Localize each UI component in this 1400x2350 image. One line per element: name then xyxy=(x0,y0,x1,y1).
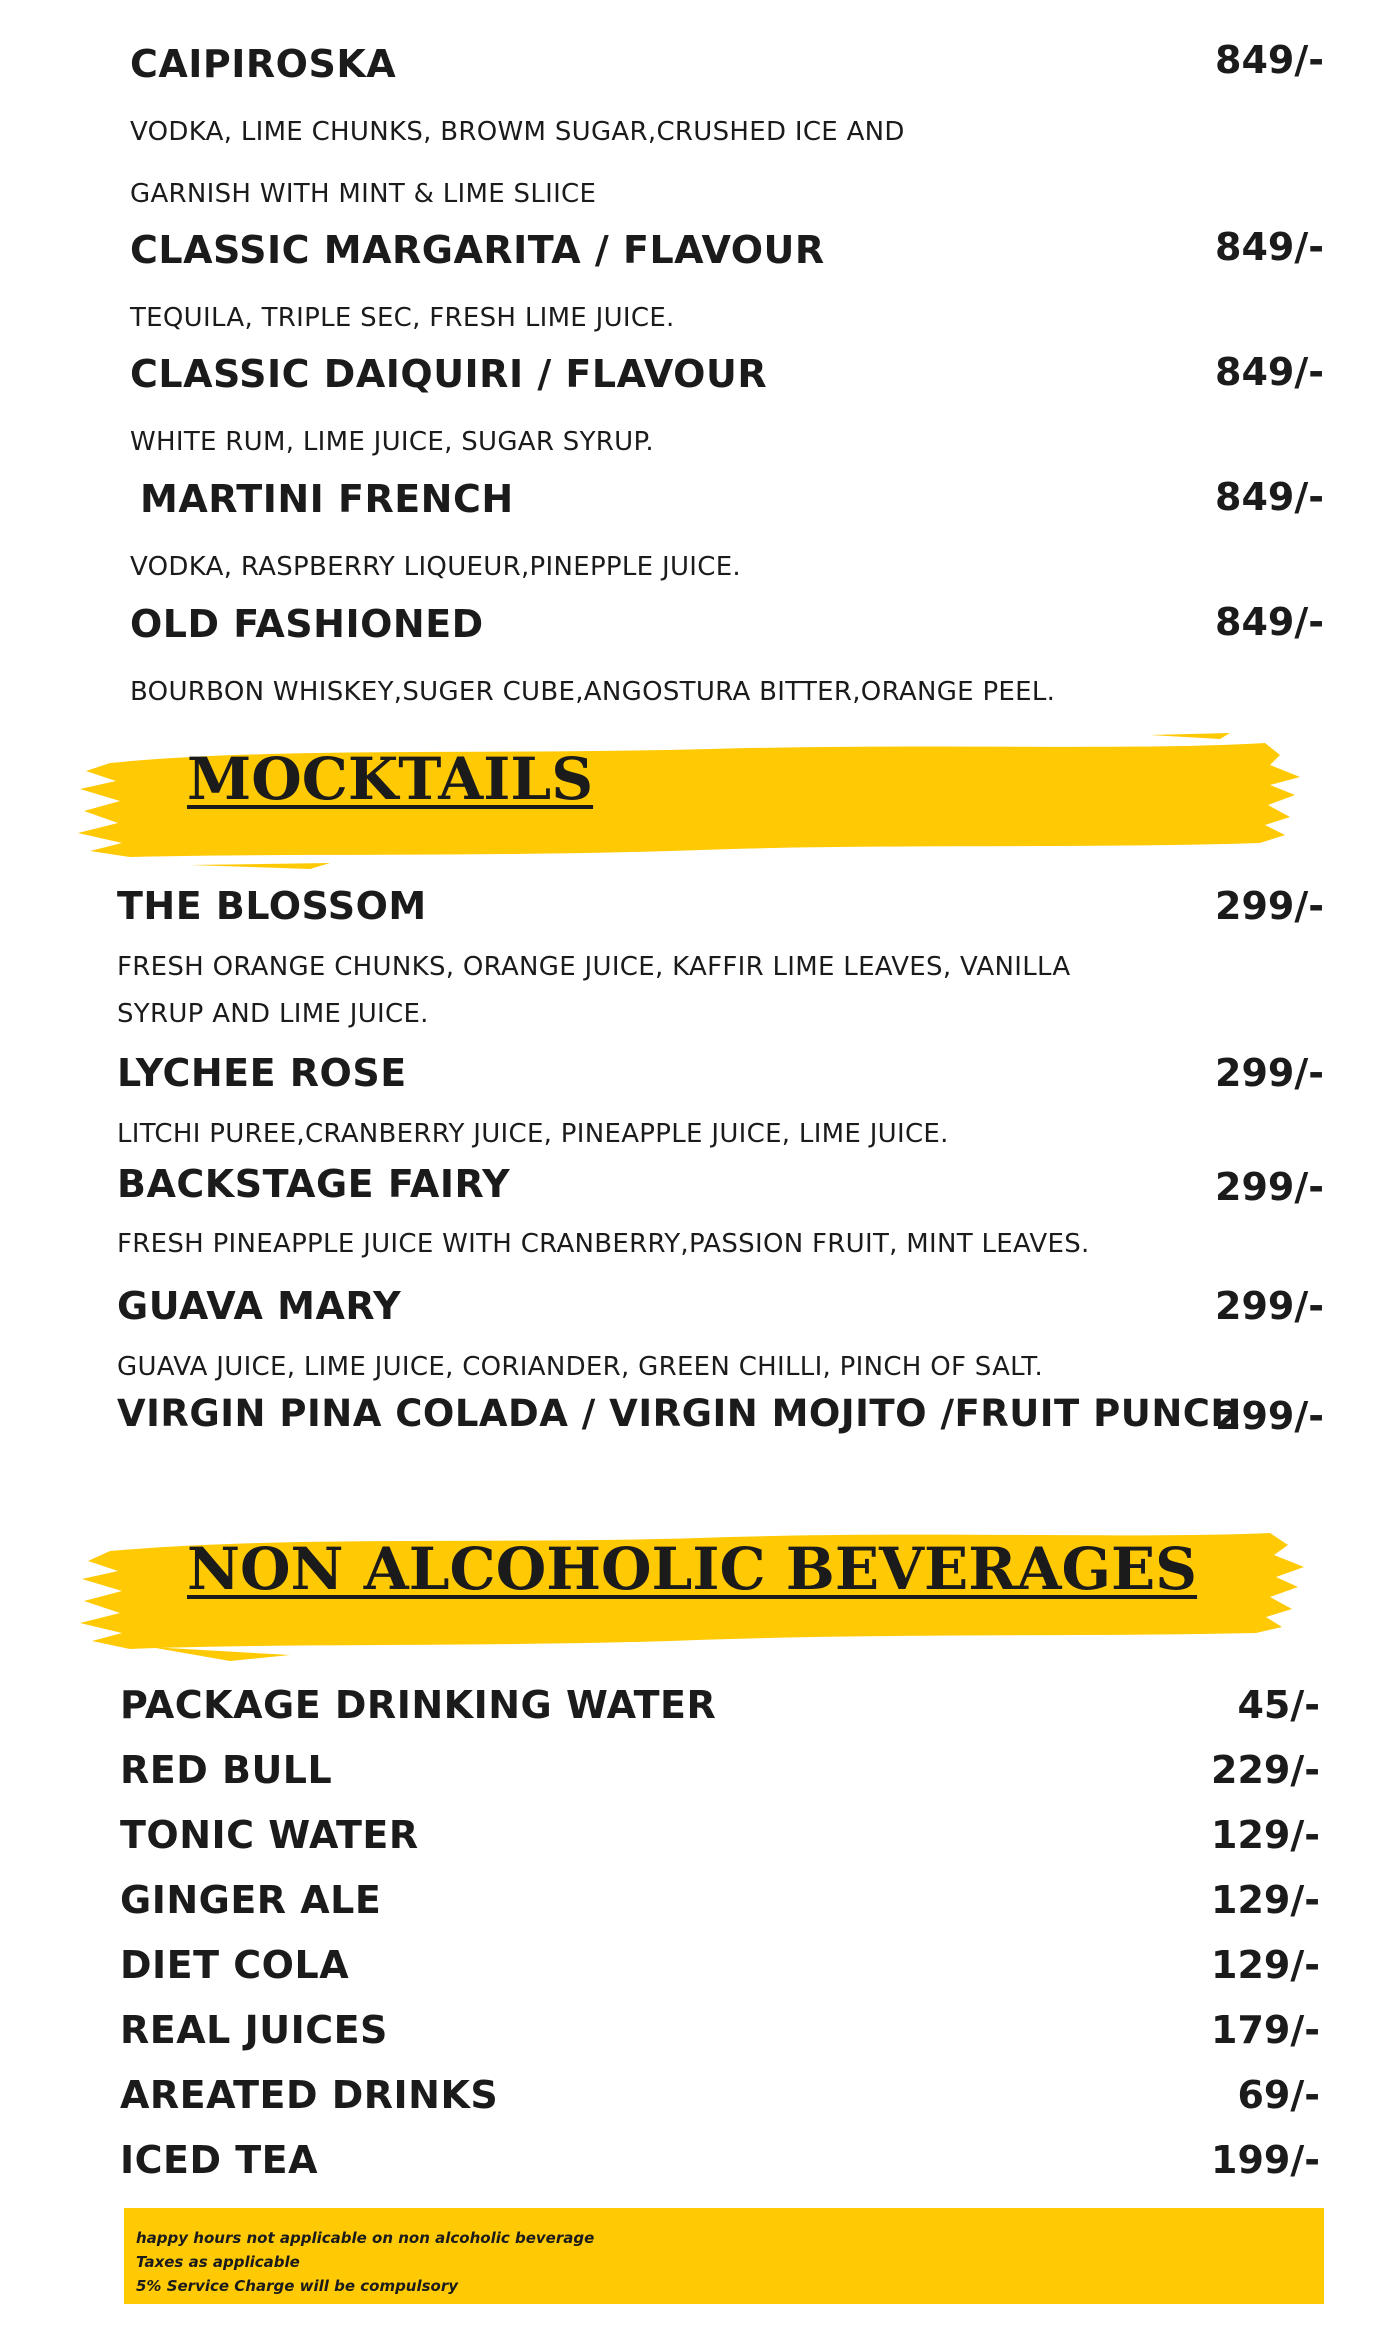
beverage-name: PACKAGE DRINKING WATER xyxy=(120,1683,717,1727)
cocktail-name: OLD FASHIONED xyxy=(130,602,484,646)
mocktail-description: SYRUP AND LIME JUICE. xyxy=(117,999,429,1029)
mocktail-name: BACKSTAGE FAIRY xyxy=(117,1162,511,1206)
beverage-name: GINGER ALE xyxy=(120,1878,382,1922)
mocktails-banner xyxy=(70,725,1340,875)
beverage-price: 45/- xyxy=(1237,1683,1320,1727)
beverage-name: DIET COLA xyxy=(120,1943,350,1987)
mocktail-price: 299/- xyxy=(1215,1051,1324,1095)
cocktail-description: VODKA, LIME CHUNKS, BROWM SUGAR,CRUSHED ICE AND xyxy=(130,117,905,147)
cocktail-name: CLASSIC DAIQUIRI / FLAVOUR xyxy=(130,352,768,396)
mocktail-name: VIRGIN PINA COLADA / VIRGIN MOJITO /FRUIT PUNCH xyxy=(117,1392,1242,1435)
footer-note: 5% Service Charge will be compulsory xyxy=(136,2277,459,2295)
cocktail-name: CLASSIC MARGARITA / FLAVOUR xyxy=(130,228,825,272)
cocktail-name: MARTINI FRENCH xyxy=(140,477,514,521)
mocktail-description: FRESH PINEAPPLE JUICE WITH CRANBERRY,PASSION FRUIT, MINT LEAVES. xyxy=(117,1229,1090,1259)
section-title: NON ALCOHOLIC BEVERAGES xyxy=(187,1535,1198,1603)
mocktail-price: 299/- xyxy=(1215,1394,1324,1438)
cocktail-price: 849/- xyxy=(1215,225,1324,269)
beverage-name: RED BULL xyxy=(120,1748,333,1792)
footer-note: Taxes as applicable xyxy=(136,2253,300,2271)
mocktail-name: GUAVA MARY xyxy=(117,1284,402,1328)
beverage-price: 129/- xyxy=(1211,1943,1320,1987)
beverage-price: 179/- xyxy=(1211,2008,1320,2052)
cocktail-description: VODKA, RASPBERRY LIQUEUR,PINEPPLE JUICE. xyxy=(130,552,741,582)
cocktail-price: 849/- xyxy=(1215,38,1324,82)
cocktail-description: BOURBON WHISKEY,SUGER CUBE,ANGOSTURA BITTER,ORANGE PEEL. xyxy=(130,677,1056,707)
beverage-name: REAL JUICES xyxy=(120,2008,388,2052)
mocktail-description: LITCHI PUREE,CRANBERRY JUICE, PINEAPPLE JUICE, LIME JUICE. xyxy=(117,1119,949,1149)
mocktail-description: FRESH ORANGE CHUNKS, ORANGE JUICE, KAFFIR LIME LEAVES, VANILLA xyxy=(117,952,1071,982)
beverage-price: 129/- xyxy=(1211,1813,1320,1857)
mocktail-price: 299/- xyxy=(1215,884,1324,928)
cocktail-price: 849/- xyxy=(1215,475,1324,519)
cocktail-description: GARNISH WITH MINT & LIME SLIICE xyxy=(130,179,597,209)
section-title: MOCKTAILS xyxy=(187,745,594,813)
mocktail-price: 299/- xyxy=(1215,1284,1324,1328)
cocktail-price: 849/- xyxy=(1215,600,1324,644)
mocktail-name: THE BLOSSOM xyxy=(117,884,427,928)
beverage-price: 69/- xyxy=(1237,2073,1320,2117)
mocktail-description: GUAVA JUICE, LIME JUICE, CORIANDER, GREEN CHILLI, PINCH OF SALT. xyxy=(117,1352,1044,1382)
cocktail-description: TEQUILA, TRIPLE SEC, FRESH LIME JUICE. xyxy=(130,303,675,333)
cocktail-description: WHITE RUM, LIME JUICE, SUGAR SYRUP. xyxy=(130,427,654,457)
beverage-name: ICED TEA xyxy=(120,2138,319,2182)
mocktail-price: 299/- xyxy=(1215,1165,1324,1209)
beverage-name: AREATED DRINKS xyxy=(120,2073,499,2117)
footer-notes-box xyxy=(124,2208,1324,2304)
non-alcoholic-banner xyxy=(70,1515,1340,1665)
beverage-price: 129/- xyxy=(1211,1878,1320,1922)
beverage-price: 199/- xyxy=(1211,2138,1320,2182)
mocktail-name: LYCHEE ROSE xyxy=(117,1051,407,1095)
cocktail-name: CAIPIROSKA xyxy=(130,42,397,86)
beverage-name: TONIC WATER xyxy=(120,1813,419,1857)
cocktail-price: 849/- xyxy=(1215,350,1324,394)
footer-note: happy hours not applicable on non alcoholic beverage xyxy=(136,2229,595,2247)
beverage-price: 229/- xyxy=(1211,1748,1320,1792)
